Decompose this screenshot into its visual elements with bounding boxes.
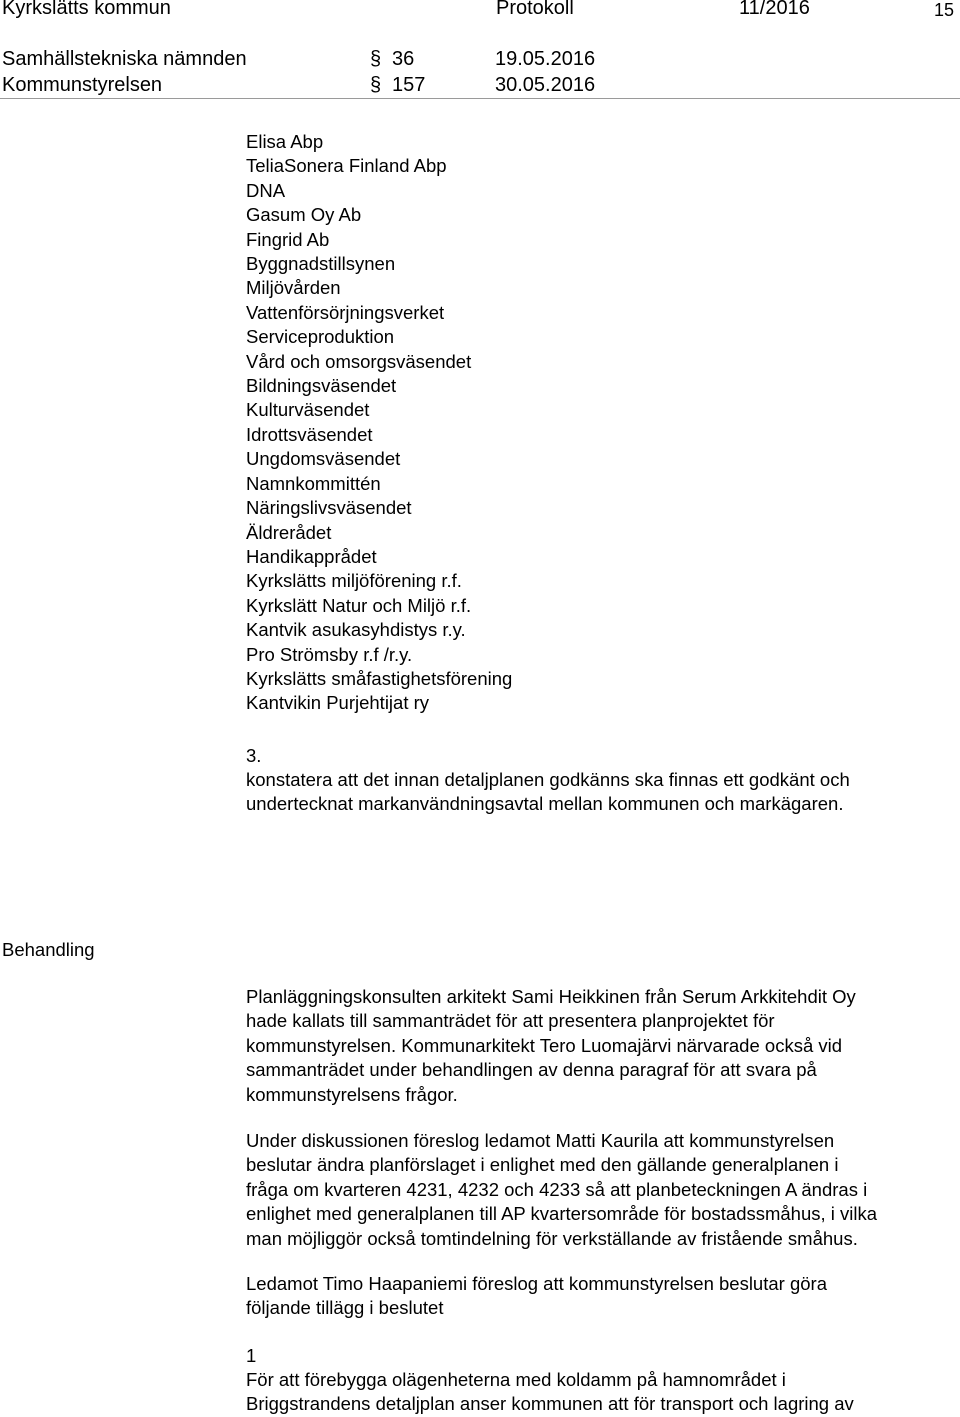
- list-item: Elisa Abp: [246, 131, 324, 152]
- protocol-number: 11/2016: [739, 0, 810, 19]
- municipality-name: Kyrkslätts kommun: [2, 0, 171, 19]
- list-item: Kyrkslätt Natur och Miljö r.f.: [246, 594, 472, 616]
- addition-text: [246, 1368, 854, 1417]
- list-item: Bildningsväsendet: [246, 375, 397, 397]
- page-number: 15: [934, 0, 955, 20]
- list-item: Ungdomsväsendet: [246, 448, 401, 470]
- list-item: Äldrerådet: [246, 521, 332, 543]
- text-line: kommunstyrelsens frågor.: [246, 1083, 458, 1105]
- text-line: För att förebygga olägenheterna med koldamm på hamnområdet i: [246, 1369, 786, 1390]
- point-3-text: [246, 768, 850, 817]
- text-line: följande tillägg i beslutet: [246, 1297, 444, 1319]
- list-item: Serviceproduktion: [246, 326, 395, 348]
- behandling-paragraph-1: [246, 985, 856, 1107]
- text-line: beslutar ändra planförslaget i enlighet med den gällande generalplanen i: [246, 1154, 839, 1176]
- list-item: Näringslivsväsendet: [246, 497, 412, 519]
- list-item: Miljövården: [246, 277, 341, 299]
- list-item: Gasum Oy Ab: [246, 204, 362, 226]
- list-item: Vård och omsorgsväsendet: [246, 350, 472, 372]
- text-line: fråga om kvarteren 4231, 4232 och 4233 så att planbeteckningen A ändras i: [246, 1178, 868, 1200]
- body-name-1: Samhällstekniska nämnden: [2, 48, 247, 70]
- list-item: Kyrkslätts småfastighetsförening: [246, 667, 513, 689]
- list-item: Kyrkslätts miljöförening r.f.: [246, 570, 462, 592]
- list-item: Fingrid Ab: [246, 228, 330, 250]
- text-line: Ledamot Timo Haapaniemi föreslog att kommunstyrelsen beslutar göra: [246, 1273, 827, 1294]
- text-line: man möjliggör också tomtindelning för verkställande av fristående småhus.: [246, 1227, 858, 1249]
- list-item: Vattenförsörjningsverket: [246, 301, 445, 323]
- list-item: Kantvikin Purjehtijat ry: [246, 692, 430, 714]
- section-symbol-icon: §: [370, 48, 382, 70]
- recipient-list: [246, 130, 512, 716]
- behandling-paragraph-2: [246, 1129, 877, 1251]
- list-item: Handikapprådet: [246, 545, 377, 567]
- list-item: Kantvik asukasyhdistys r.y.: [246, 619, 466, 641]
- document-type: Protokoll: [496, 0, 574, 19]
- list-item: Namnkommittén: [246, 472, 381, 494]
- section-symbol-icon: §: [370, 74, 382, 96]
- addition-number: 1: [246, 1345, 257, 1366]
- list-item: Pro Strömsby r.f /r.y.: [246, 643, 413, 665]
- text-line: hade kallats till sammanträdet för att presentera planprojektet för: [246, 1010, 775, 1032]
- text-line: undertecknat markanvändningsavtal mellan kommunen och markägaren.: [246, 793, 844, 815]
- list-item: Byggnadstillsynen: [246, 253, 396, 275]
- text-line: kommunstyrelsen. Kommunarkitekt Tero Luomajärvi närvarade också vid: [246, 1034, 843, 1056]
- text-line: sammanträdet under behandlingen av denna paragraf för att svara på: [246, 1059, 817, 1081]
- section-number-1: 36: [392, 48, 415, 70]
- text-line: Briggstrandens detaljplan anser kommunen att för transport och lagring av: [246, 1393, 854, 1415]
- text-line: Planläggningskonsulten arkitekt Sami Heikkinen från Serum Arkkitehdit Oy: [246, 986, 856, 1007]
- meeting-date-2: 30.05.2016: [495, 74, 596, 96]
- header-divider: [0, 98, 960, 99]
- list-item: Idrottsväsendet: [246, 423, 373, 445]
- list-item: Kulturväsendet: [246, 399, 370, 421]
- point-3-number: 3.: [246, 745, 262, 766]
- body-name-2: Kommunstyrelsen: [2, 74, 163, 96]
- behandling-label: Behandling: [2, 939, 95, 960]
- list-item: TeliaSonera Finland Abp: [246, 155, 447, 177]
- section-number-2: 157: [392, 74, 426, 96]
- text-line: Under diskussionen föreslog ledamot Matti Kaurila att kommunstyrelsen: [246, 1130, 835, 1151]
- behandling-paragraph-3: [246, 1272, 827, 1321]
- text-line: enlighet med generalplanen till AP kvartersområde för bostadssmåhus, i vilka: [246, 1203, 878, 1225]
- meeting-date-1: 19.05.2016: [495, 48, 596, 70]
- list-item: DNA: [246, 179, 286, 201]
- text-line: konstatera att det innan detaljplanen godkänns ska finnas ett godkänt och: [246, 769, 850, 790]
